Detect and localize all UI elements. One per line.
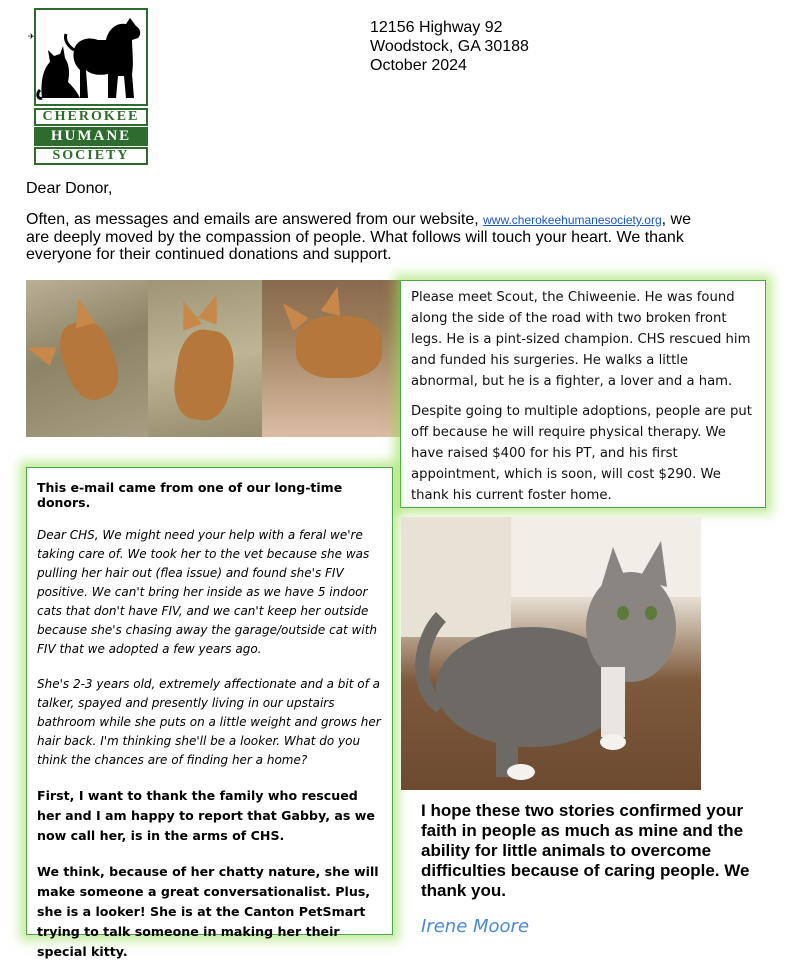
logo-frame <box>28 8 148 106</box>
intro-text-start: Often, as messages and emails are answered from our website, <box>26 211 484 228</box>
intro-paragraph <box>26 211 706 263</box>
website-link[interactable]: www.cherokeehumanesociety.org <box>483 213 662 227</box>
reply-paragraph-2: We think, because of her chatty nature, she will make someone a great conversationalist. Plus, she is a looker! She is at the Canton PetSmart trying to talk someone in making her their special kitty. <box>37 864 379 959</box>
dog-and-cat-silhouette-icon <box>36 10 146 104</box>
scout-photo-2 <box>148 280 262 437</box>
donor-box-heading: This e-mail came from one of our long-time donors. <box>37 480 343 510</box>
signature: Irene Moore <box>421 916 530 937</box>
gabby-cat-photo <box>401 517 701 790</box>
donor-email-box <box>26 467 393 959</box>
bird-icon: ✈ <box>28 32 35 41</box>
logo-word-cherokee: CHEROKEE <box>34 108 148 126</box>
address-line-city: Woodstock, GA 30188 <box>370 38 529 55</box>
scout-story-box <box>400 280 766 508</box>
address-line-street: 12156 Highway 92 <box>370 19 503 36</box>
scout-paragraph-2: Despite going to multiple adoptions, people are put off because he will require physical therapy. We have raised $400 for his PT, and his first appointment, which is soon, will cost $290. We thank his current foster home. <box>411 404 752 503</box>
salutation: Dear Donor, <box>26 180 113 197</box>
logo-word-humane: HUMANE <box>34 127 148 146</box>
donor-email-paragraph-2: She's 2-3 years old, extremely affectionate and a bit of a talker, spayed and presently living in our upstairs bathroom while she puts on a little weight and grows her hair back. I'm thinking she'll be a looker. What do you think the chances are of finding her a home? <box>37 677 381 767</box>
cherokee-humane-society-logo <box>28 8 148 163</box>
scout-photo-3 <box>262 280 400 437</box>
intro-text-end: , we are deeply moved by the compassion of people. What follows will touch your heart. We thank everyone for their continued donations and support. <box>26 211 691 263</box>
closing-message: I hope these two stories confirmed your faith in people as much as mine and the ability for little animals to overcome difficulties because of caring people. We thank you. <box>421 801 750 900</box>
donor-email-paragraph-1: Dear CHS, We might need your help with a feral we're taking care of. We took her to the vet because she was pulling her hair out (flea issue) and found she's FIV positive. We can't bring her inside as we have 5 indoor cats that don't have FIV, and we can't keep her outside because she's chasing away the garage/outside cat with FIV that we adopted a few years ago. <box>37 528 378 656</box>
logo-word-society: SOCIETY <box>34 147 148 165</box>
scout-paragraph-1: Please meet Scout, the Chiweenie. He was found along the side of the road with two broken front legs. He is a pint-sized champion. CHS rescued him and funded his surgeries. He walks a little abnormal, but he is a fighter, a lover and a ham. <box>411 290 751 389</box>
scout-photo-1 <box>26 280 148 437</box>
reply-paragraph-1: First, I want to thank the family who rescued her and I am happy to report that Gabby, as we now call her, is in the arms of CHS. <box>37 788 375 843</box>
letter-date: October 2024 <box>370 57 467 74</box>
